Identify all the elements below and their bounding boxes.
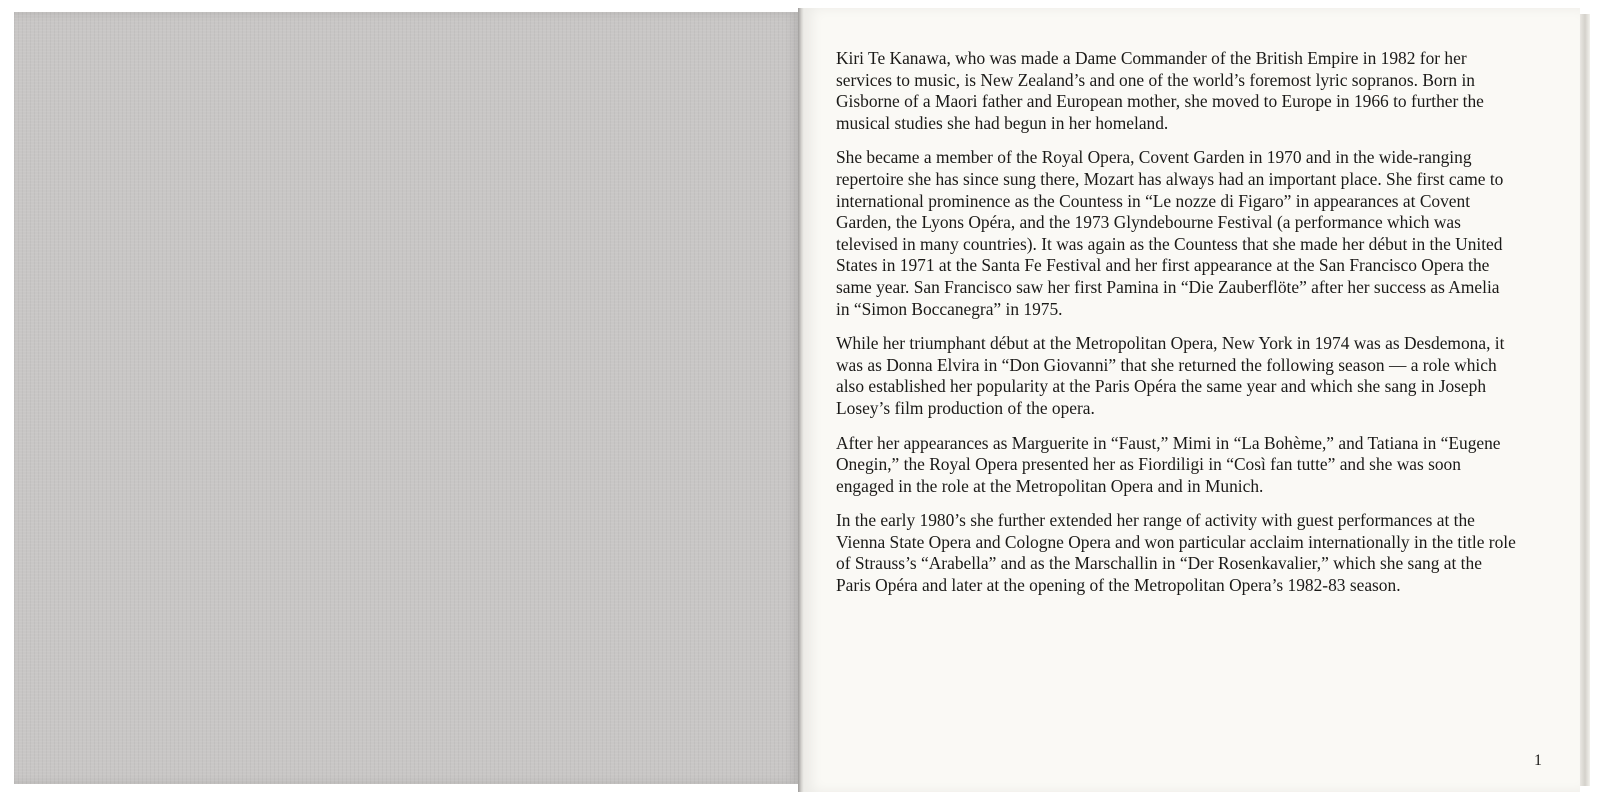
paragraph-4: After her appearances as Marguerite in “Faust,” Mimi in “La Bohème,” and Tatiana in “Eugene Onegin,” the Royal Opera presented her as Fiordiligi in “Così fan tutte” and she was soon engaged in the role at the Metropolitan Opera and in Munich.: [836, 432, 1501, 496]
booklet-spread: [14, 8, 1590, 792]
left-page-blank: [14, 12, 800, 784]
page-number: 1: [1534, 752, 1542, 769]
paragraph-3: While her triumphant début at the Metropolitan Opera, New York in 1974 was as Desdemona, it was as Donna Elvira in “Don Giovanni” that she returned the following season — a role which also established her popularity at the Paris Opéra the same year and which she sang in Joseph Losey’s film production of the opera.: [836, 333, 1505, 418]
paragraph-5: In the early 1980’s she further extended her range of activity with guest performances at the Vienna State Opera and Cologne Opera and won particular acclaim internationally in the title role of Strauss’s “Arabella” and as the Marschallin in “Der Rosenkavalier,” which she sang at the Paris Opéra and later at the opening of the Metropolitan Opera’s 1982-83 season.: [836, 510, 1516, 596]
right-page: [804, 8, 1580, 792]
paragraph-1: Kiri Te Kanawa, who was made a Dame Commander of the British Empire in 1982 for her services to music, is New Zealand’s and one of the world’s foremost lyric sopranos. Born in Gisborne of a Maori father and European mother, she moved to Europe in 1966 to further the musical studies she had begun in her homeland.: [836, 48, 1484, 133]
biography-text: [836, 48, 1516, 610]
paragraph-2: She became a member of the Royal Opera, Covent Garden in 1970 and in the wide-ranging repertoire she has since sung there, Mozart has always had an important place. She first came to international prominence as the Countess in “Le nozze di Figaro” in appearances at Covent Garden, the Lyons Opéra, and the 1973 Glyndebourne Festival (a performance which was televised in many countries). It was again as the Countess that she made her début in the United States in 1971 at the Santa Fe Festival and her first appearance at the San Francisco Opera the same year. San Francisco saw her first Pamina in “Die Zauberflöte” after her success as Amelia in “Simon Boccanegra” in 1975.: [836, 147, 1504, 319]
page-edge: [1580, 14, 1590, 786]
